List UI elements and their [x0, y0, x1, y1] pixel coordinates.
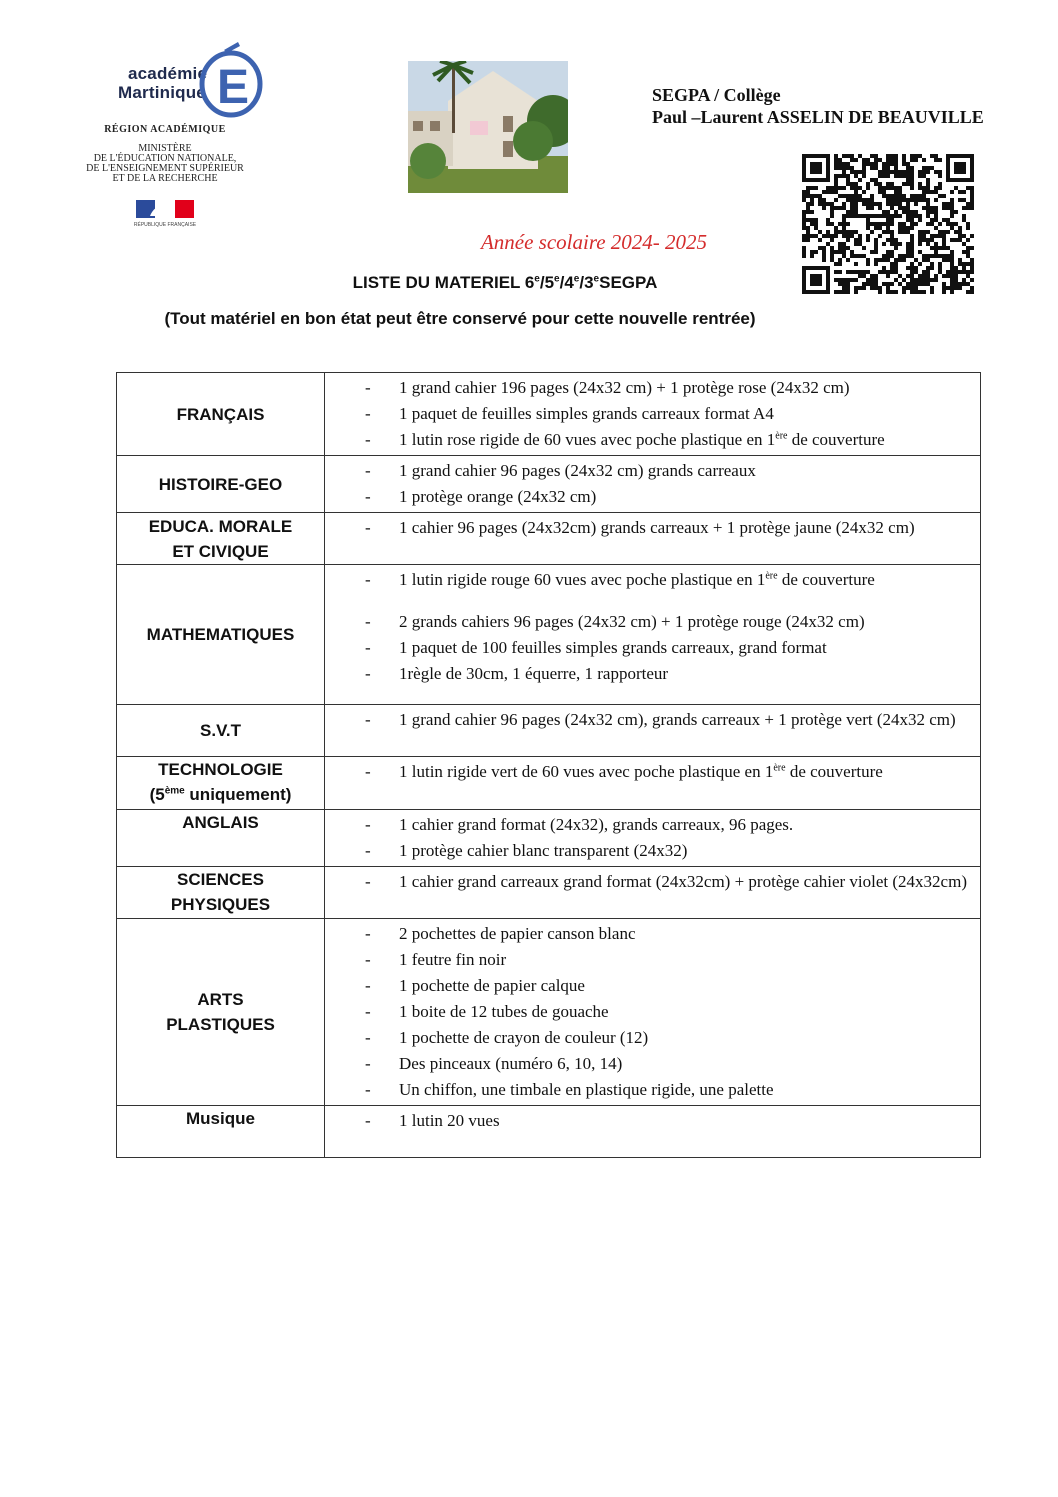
table-row — [117, 705, 981, 757]
items-cell — [325, 1106, 981, 1158]
ministry-line-3: DE L'ENSEIGNEMENT SUPÉRIEUR — [86, 163, 244, 174]
school-photo — [408, 61, 568, 193]
table-row — [117, 513, 981, 565]
list-item: - 1 protège cahier blanc transparent (24x32) — [365, 838, 972, 864]
list-item: - Des pinceaux (numéro 6, 10, 14) — [365, 1051, 972, 1077]
subject-cell — [117, 810, 325, 867]
subject-cell — [117, 919, 325, 1106]
subject-cell — [117, 373, 325, 456]
subject-name: S.V.T — [200, 721, 241, 740]
school-line-2: Paul –Laurent ASSELIN DE BEAUVILLE — [652, 107, 984, 127]
material-table — [116, 372, 981, 1158]
items-cell — [325, 810, 981, 867]
subject-cell — [117, 1106, 325, 1158]
flag-caption: RÉPUBLIQUE FRANÇAISE — [133, 222, 197, 228]
list-item: - 1 lutin rose rigide de 60 vues avec poche plastique en 1ère de couverture — [365, 427, 972, 453]
list-item: - 2 grands cahiers 96 pages (24x32 cm) + 1 protège rouge (24x32 cm) — [365, 609, 972, 635]
items-cell — [325, 757, 981, 810]
list-item: - 1 grand cahier 96 pages (24x32 cm) grands carreaux — [365, 458, 972, 484]
table-row — [117, 456, 981, 513]
list-item: - 1 cahier grand carreaux grand format (24x32cm) + protège cahier violet (24x32cm) — [365, 869, 972, 895]
table-row — [117, 565, 981, 705]
table-row — [117, 810, 981, 867]
ministry-line-1: MINISTÈRE — [138, 143, 192, 154]
list-item: - 1 feutre fin noir — [365, 947, 972, 973]
list-item: - 1règle de 30cm, 1 équerre, 1 rapporteur — [365, 661, 972, 687]
list-item: - Un chiffon, une timbale en plastique rigide, une palette — [365, 1077, 972, 1103]
region-label: RÉGION ACADÉMIQUE — [104, 124, 226, 135]
table-row — [117, 1106, 981, 1158]
school-year: Année scolaire 2024- 2025 — [480, 230, 708, 254]
subject-cell — [117, 565, 325, 705]
table-row — [117, 867, 981, 919]
subject-name: HISTOIRE-GEO — [158, 474, 283, 494]
items-cell — [325, 919, 981, 1106]
school-name — [652, 84, 984, 128]
logo-line1: académie — [128, 64, 208, 83]
subject-qualifier: (5ème uniquement) — [149, 785, 292, 804]
school-line-1: SEGPA / Collège — [652, 85, 781, 105]
items-cell — [325, 705, 981, 757]
list-item: - 1 grand cahier 196 pages (24x32 cm) + 1 protège rose (24x32 cm) — [365, 375, 972, 401]
academie-e-icon — [198, 40, 264, 120]
subject-name: FRANÇAIS — [176, 404, 265, 424]
table-row — [117, 919, 981, 1106]
ministry-line-2: DE L'ÉDUCATION NATIONALE, — [93, 153, 237, 164]
svg-text:E: E — [217, 61, 250, 114]
logo-line2: Martinique — [118, 83, 206, 102]
subject-name: EDUCA. MORALE ET CIVIQUE — [148, 516, 293, 561]
items-cell — [325, 373, 981, 456]
list-item: - 1 cahier 96 pages (24x32cm) grands carreaux + 1 protège jaune (24x32 cm) — [365, 515, 972, 541]
items-cell — [325, 456, 981, 513]
subject-name: SCIENCES PHYSIQUES — [170, 870, 271, 914]
list-item: - 1 grand cahier 96 pages (24x32 cm), grands carreaux + 1 protège vert (24x32 cm) — [365, 707, 972, 733]
subject-cell — [117, 513, 325, 565]
list-item: - 2 pochettes de papier canson blanc — [365, 921, 972, 947]
list-title: LISTE DU MATERIEL 6e/5e/4e/3eSEGPA — [352, 273, 658, 292]
list-item: - 1 pochette de papier calque — [365, 973, 972, 999]
subject-name: ARTS PLASTIQUES — [166, 990, 275, 1034]
subject-cell — [117, 456, 325, 513]
items-cell — [325, 565, 981, 705]
list-item: - 1 cahier grand format (24x32), grands carreaux, 96 pages. — [365, 812, 972, 838]
academie-logo — [60, 38, 270, 238]
items-cell — [325, 513, 981, 565]
items-cell — [325, 867, 981, 919]
marianne-flag-icon — [136, 200, 194, 218]
table-row — [117, 757, 981, 810]
subject-cell — [117, 757, 325, 810]
subject-name: Musique — [186, 1109, 255, 1128]
table-row — [117, 373, 981, 456]
subject-cell — [117, 705, 325, 757]
list-item: - 1 pochette de crayon de couleur (12) — [365, 1025, 972, 1051]
list-item: - 1 lutin 20 vues — [365, 1108, 972, 1134]
list-item: - 1 lutin rigide vert de 60 vues avec poche plastique en 1ère de couverture — [365, 759, 972, 785]
list-item: - 1 lutin rigide rouge 60 vues avec poche plastique en 1ère de couverture — [365, 567, 972, 593]
subject-cell — [117, 867, 325, 919]
list-item: - 1 paquet de feuilles simples grands carreaux format A4 — [365, 401, 972, 427]
ministry-line-4: ET DE LA RECHERCHE — [112, 173, 218, 184]
list-item: - 1 protège orange (24x32 cm) — [365, 484, 972, 510]
list-item: - 1 boite de 12 tubes de gouache — [365, 999, 972, 1025]
subject-name: ANGLAIS — [182, 813, 259, 832]
list-item: - 1 paquet de 100 feuilles simples grands carreaux, grand format — [365, 635, 972, 661]
conservation-note: (Tout matériel en bon état peut être conservé pour cette nouvelle rentrée) — [164, 309, 756, 328]
subject-name: TECHNOLOGIE — [158, 760, 283, 779]
subject-name: MATHEMATIQUES — [146, 625, 295, 644]
